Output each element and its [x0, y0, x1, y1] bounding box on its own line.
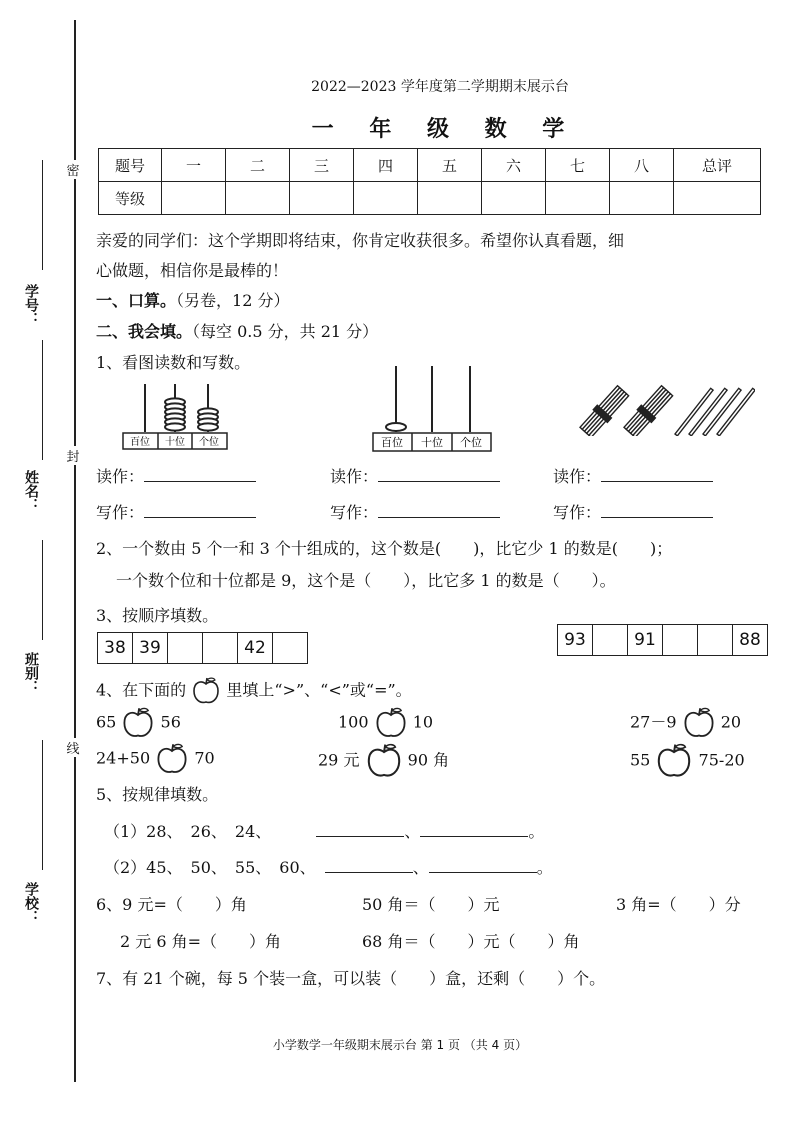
grade-cell: 六: [482, 149, 546, 182]
compare-item-6: [630, 742, 745, 780]
read-answer-blank[interactable]: [378, 465, 500, 482]
grade-input-cell[interactable]: [226, 182, 290, 215]
write-answer-blank[interactable]: [144, 501, 256, 518]
compare-left: 29 元: [318, 750, 360, 770]
sequence-cell: 38: [98, 633, 133, 664]
sequence-cell[interactable]: [168, 633, 203, 664]
sequence-cell[interactable]: [698, 625, 733, 656]
apple-icon: [191, 676, 221, 706]
compare-item-2: [338, 706, 433, 740]
compare-right: 56: [160, 712, 181, 732]
read-row-2: [330, 464, 500, 487]
read-label: 读作：: [553, 467, 602, 486]
grade-cell: 总评: [674, 149, 761, 182]
pattern-2-numbers: （2）45、 50、 55、 60、: [104, 858, 316, 877]
compare-left: 27－9: [630, 712, 677, 732]
abacus-1: [120, 380, 230, 452]
compare-right: 90 角: [407, 750, 450, 770]
apple-answer-icon[interactable]: [121, 706, 155, 740]
sequence-box-2: [557, 624, 768, 656]
sequence-cell: 42: [238, 633, 273, 664]
abacus-2-tens-label: 十位: [421, 436, 443, 449]
compare-right: 75-20: [698, 750, 745, 770]
section-2: [96, 319, 378, 342]
apple-answer-icon[interactable]: [374, 706, 408, 740]
grade-input-cell[interactable]: [482, 182, 546, 215]
section-2-heading: 二、我会填。: [96, 322, 193, 341]
section-1: [96, 288, 289, 311]
question-7-text: 7、有 21 个碗，每 5 个装一盒，可以装（ ）盒，还剩（ ）个。: [96, 969, 606, 988]
compare-right: 10: [412, 712, 434, 732]
write-answer-blank[interactable]: [601, 501, 713, 518]
question-2-line-2: 一个数个位和十位都是 9，这个是（ ），比它多 1 的数是（ ）。: [116, 571, 616, 590]
grade-table: [98, 148, 761, 215]
read-label: 读作：: [96, 467, 145, 486]
compare-left: 100: [338, 712, 369, 732]
school-label: 学校：: [23, 882, 39, 924]
pattern-separator: 、: [404, 822, 421, 841]
pattern-1-numbers: （1）28、 26、 24、: [104, 822, 272, 841]
read-row-3: [553, 464, 713, 487]
grade-cell: 五: [418, 149, 482, 182]
sequence-cell[interactable]: [203, 633, 238, 664]
grade-cell: 七: [546, 149, 610, 182]
conversion-6e: 68 角＝（ ）元（ ）角: [362, 932, 580, 951]
pattern-row-1: [104, 819, 544, 842]
intro-line-2: 心做题，相信你是最棒的！: [96, 261, 289, 280]
write-row-3: [553, 500, 713, 523]
write-label: 写作：: [553, 503, 602, 522]
sequence-cell[interactable]: [593, 625, 628, 656]
sequence-cell: 88: [733, 625, 768, 656]
section-1-note: （另卷，12 分）: [176, 291, 290, 310]
write-label: 写作：: [330, 503, 379, 522]
intro-line-1: 亲爱的同学们：这个学期即将结束，你肯定收获很多。希望你认真看题，细: [96, 231, 625, 250]
student-id-field[interactable]: [42, 160, 43, 270]
question-3-text: 3、按顺序填数。: [96, 606, 219, 625]
question-4-text-after: 里填上“>”、“<”或“=”。: [226, 680, 412, 700]
abacus-2-hundreds-label: 百位: [381, 436, 403, 449]
stick-bundles-drawing: [575, 384, 755, 436]
pattern-end: 。: [528, 822, 545, 841]
read-answer-blank[interactable]: [144, 465, 256, 482]
write-row-2: [330, 500, 500, 523]
grade-cell: 八: [610, 149, 674, 182]
seal-mark-xian: 线: [62, 738, 84, 757]
conversion-6b: 50 角＝（ ）元: [362, 895, 500, 914]
page-footer: 小学数学一年级期末展示台 第 1 页 （共 4 页）: [272, 1038, 528, 1052]
apple-answer-icon[interactable]: [155, 742, 189, 776]
abacus-1-drawing: [120, 380, 230, 452]
abacus-2-drawing: [370, 362, 494, 454]
exam-subtitle: 2022—2023 学年度第二学期期末展示台: [311, 79, 569, 95]
conversion-6a: 6、9 元=（ ）角: [96, 895, 247, 914]
compare-left: 55: [630, 750, 651, 770]
seal-mark-feng: 封: [62, 446, 84, 465]
grade-cell: 一: [162, 149, 226, 182]
question-1-text: 1、看图读数和写数。: [96, 353, 251, 372]
conversion-6d: 2 元 6 角=（ ）角: [120, 932, 282, 951]
compare-item-5: [318, 742, 449, 780]
stick-bundles-image: [575, 384, 755, 436]
seal-mark-mi: 密: [62, 160, 84, 179]
section-1-heading: 一、口算。: [96, 291, 177, 310]
grade-input-cell[interactable]: [610, 182, 674, 215]
abacus-2: [370, 362, 494, 454]
abacus-1-tens-label: 十位: [165, 437, 185, 448]
pattern-row-2: [104, 855, 553, 878]
grade-cell: 题号: [99, 149, 162, 182]
apple-answer-icon[interactable]: [682, 706, 716, 740]
question-2-line-1: 2、一个数由 5 个一和 3 个十组成的，这个数是( )，比它少 1 的数是( )；: [96, 539, 673, 558]
question-4-text-before: 4、在下面的: [96, 680, 187, 700]
compare-left: 24+50: [96, 748, 151, 768]
question-4-text: [96, 676, 412, 706]
section-2-note: （每空 0.5 分，共 21 分）: [192, 322, 379, 341]
write-label: 写作：: [96, 503, 145, 522]
read-row-1: [96, 464, 256, 487]
grade-input-cell[interactable]: [674, 182, 761, 215]
grade-input-cell[interactable]: [546, 182, 610, 215]
conversion-6c: 3 角=（ ）分: [616, 895, 741, 914]
pattern-answer-blank[interactable]: [316, 820, 404, 837]
grade-input-cell[interactable]: [290, 182, 354, 215]
grade-cell: 四: [354, 149, 418, 182]
class-label: 班别：: [23, 652, 39, 694]
student-name-field[interactable]: [42, 340, 43, 460]
class-field[interactable]: [42, 540, 43, 640]
sequence-cell: 39: [133, 633, 168, 664]
student-name-label: 姓名：: [23, 470, 39, 512]
school-field[interactable]: [42, 740, 43, 870]
abacus-1-ones-label: 个位: [199, 437, 219, 448]
sequence-box-1: [97, 632, 308, 664]
pattern-answer-blank[interactable]: [429, 856, 537, 873]
grade-cell: 二: [226, 149, 290, 182]
pattern-end: 。: [536, 858, 553, 877]
question-5-text: 5、按规律填数。: [96, 785, 219, 804]
write-answer-blank[interactable]: [378, 501, 500, 518]
grade-table-score-row: [99, 182, 761, 215]
compare-item-3: [630, 706, 741, 740]
grade-input-cell[interactable]: [418, 182, 482, 215]
apple-answer-icon[interactable]: [655, 742, 693, 780]
compare-item-4: [96, 742, 215, 776]
read-label: 读作：: [330, 467, 379, 486]
binding-line: [74, 20, 76, 1082]
compare-left: 65: [96, 712, 117, 732]
grade-cell: 三: [290, 149, 354, 182]
compare-item-1: [96, 706, 181, 740]
sequence-cell[interactable]: [273, 633, 308, 664]
read-answer-blank[interactable]: [601, 465, 713, 482]
write-row-1: [96, 500, 256, 523]
student-id-label: 学号：: [23, 284, 39, 326]
grade-table-header-row: [99, 149, 761, 182]
sequence-cell: 93: [558, 625, 593, 656]
exam-title: 一 年 级 数 学: [311, 116, 579, 142]
abacus-2-ones-label: 个位: [460, 436, 482, 449]
grade-row-label: 等级: [99, 182, 162, 215]
sequence-cell[interactable]: [663, 625, 698, 656]
pattern-answer-blank[interactable]: [420, 820, 528, 837]
pattern-answer-blank[interactable]: [325, 856, 413, 873]
abacus-1-hundreds-label: 百位: [130, 437, 150, 448]
sequence-cell: 91: [628, 625, 663, 656]
pattern-separator: 、: [412, 858, 429, 877]
compare-right: 20: [720, 712, 742, 732]
grade-input-cell[interactable]: [162, 182, 226, 215]
compare-right: 70: [194, 748, 215, 768]
apple-answer-icon[interactable]: [365, 742, 403, 780]
grade-input-cell[interactable]: [354, 182, 418, 215]
